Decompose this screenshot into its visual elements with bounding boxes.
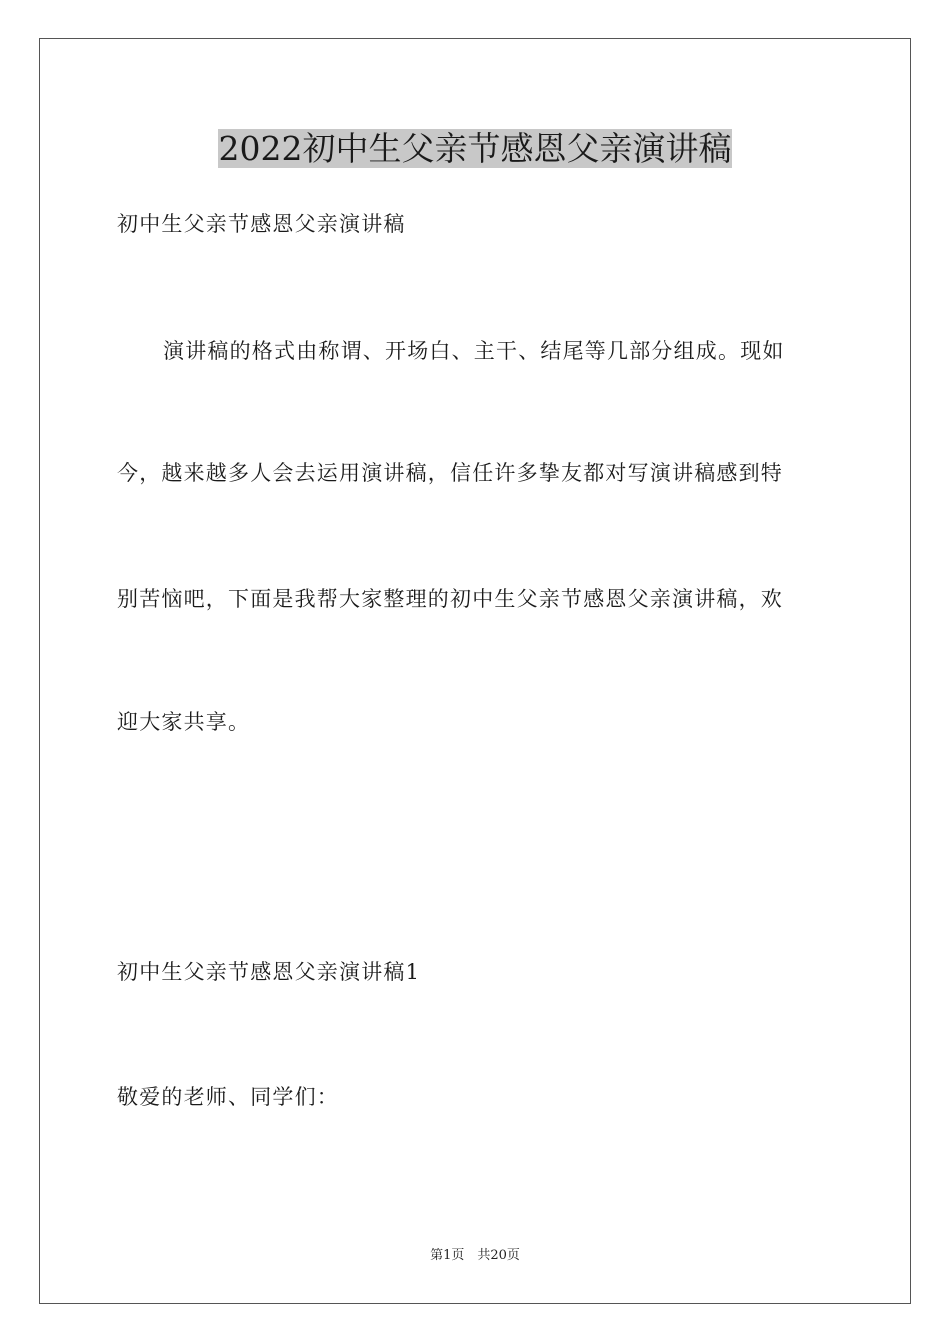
intro-line-4: 迎大家共享。: [117, 710, 251, 734]
page-number-footer: 第1页 共20页: [430, 1248, 520, 1263]
document-subtitle: 初中生父亲节感恩父亲演讲稿: [117, 212, 406, 236]
section-heading: 初中生父亲节感恩父亲演讲稿1: [117, 960, 421, 984]
intro-line-2: 今，越来越多人会去运用演讲稿，信任许多挚友都对写演讲稿感到特: [117, 461, 783, 485]
intro-line-1: 演讲稿的格式由称谓、开场白、主干、结尾等几部分组成。现如: [163, 339, 785, 363]
document-title: [0, 127, 950, 171]
document-title-text: 2022初中生父亲节感恩父亲演讲稿: [218, 129, 732, 168]
salutation: 敬爱的老师、同学们：: [117, 1085, 339, 1109]
intro-line-3: 别苦恼吧，下面是我帮大家整理的初中生父亲节感恩父亲演讲稿，欢: [117, 587, 783, 611]
